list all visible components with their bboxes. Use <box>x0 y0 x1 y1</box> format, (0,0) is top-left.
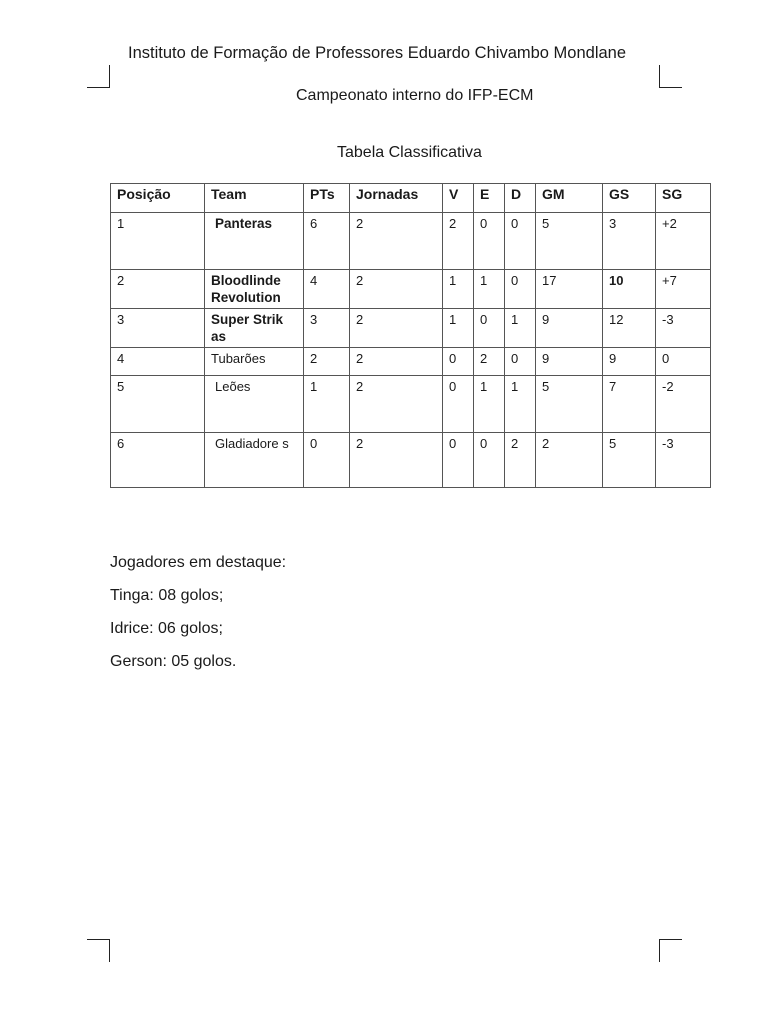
column-header-d: D <box>505 184 536 213</box>
cell-jornadas: 2 <box>350 376 443 433</box>
cell-e: 0 <box>474 309 505 348</box>
cell-team: Tubarões <box>205 348 304 376</box>
cell-gm: 5 <box>536 376 603 433</box>
cell-e: 2 <box>474 348 505 376</box>
column-header-gs: GS <box>603 184 656 213</box>
standings-table <box>110 183 711 488</box>
cell-gm: 2 <box>536 433 603 488</box>
cell-sg: +7 <box>656 270 711 309</box>
cell-posicao: 6 <box>111 433 205 488</box>
table-row <box>111 309 711 348</box>
column-header-gm: GM <box>536 184 603 213</box>
cell-gm: 17 <box>536 270 603 309</box>
table-row <box>111 270 711 309</box>
cell-jornadas: 2 <box>350 309 443 348</box>
table-row <box>111 213 711 270</box>
cell-gs: 3 <box>603 213 656 270</box>
cell-pts: 2 <box>304 348 350 376</box>
table-title: Tabela Classificativa <box>337 144 482 161</box>
column-header-team: Team <box>205 184 304 213</box>
cell-e: 0 <box>474 433 505 488</box>
cell-team: Leões <box>205 376 304 433</box>
championship-title: Campeonato interno do IFP-ECM <box>296 87 534 104</box>
cell-sg: +2 <box>656 213 711 270</box>
column-header-e: E <box>474 184 505 213</box>
cell-posicao: 1 <box>111 213 205 270</box>
cell-gs: 12 <box>603 309 656 348</box>
cell-posicao: 4 <box>111 348 205 376</box>
column-header-sg: SG <box>656 184 711 213</box>
cell-v: 1 <box>443 309 474 348</box>
cell-sg: -2 <box>656 376 711 433</box>
cell-sg: 0 <box>656 348 711 376</box>
column-header-v: V <box>443 184 474 213</box>
crop-mark-bottom-right <box>659 939 682 962</box>
highlights-section <box>110 551 286 683</box>
cell-team: Gladiadore s <box>205 433 304 488</box>
cell-gs: 7 <box>603 376 656 433</box>
cell-posicao: 5 <box>111 376 205 433</box>
cell-pts: 6 <box>304 213 350 270</box>
cell-team: Panteras <box>205 213 304 270</box>
crop-mark-top-left <box>87 65 110 88</box>
cell-e: 0 <box>474 213 505 270</box>
cell-team: Super Strik as <box>205 309 304 348</box>
table-row <box>111 376 711 433</box>
cell-d: 0 <box>505 213 536 270</box>
highlight-player: Tinga: 08 golos; <box>110 587 224 604</box>
cell-pts: 0 <box>304 433 350 488</box>
highlights-heading: Jogadores em destaque: <box>110 554 287 571</box>
crop-mark-top-right <box>659 65 682 88</box>
column-header-posicao: Posição <box>111 184 205 213</box>
cell-d: 0 <box>505 270 536 309</box>
cell-gm: 5 <box>536 213 603 270</box>
cell-pts: 4 <box>304 270 350 309</box>
cell-e: 1 <box>474 270 505 309</box>
column-header-jornadas: Jornadas <box>350 184 443 213</box>
cell-v: 1 <box>443 270 474 309</box>
highlight-player: Idrice: 06 golos; <box>110 620 223 637</box>
column-header-pts: PTs <box>304 184 350 213</box>
cell-jornadas: 2 <box>350 433 443 488</box>
cell-posicao: 3 <box>111 309 205 348</box>
table-row <box>111 433 711 488</box>
cell-d: 0 <box>505 348 536 376</box>
cell-gm: 9 <box>536 348 603 376</box>
cell-v: 2 <box>443 213 474 270</box>
crop-mark-bottom-left <box>87 939 110 962</box>
cell-gs: 9 <box>603 348 656 376</box>
cell-e: 1 <box>474 376 505 433</box>
cell-sg: -3 <box>656 309 711 348</box>
cell-pts: 3 <box>304 309 350 348</box>
cell-d: 1 <box>505 376 536 433</box>
cell-gs: 10 <box>603 270 656 309</box>
cell-v: 0 <box>443 433 474 488</box>
cell-jornadas: 2 <box>350 270 443 309</box>
table-row <box>111 348 711 376</box>
cell-d: 1 <box>505 309 536 348</box>
cell-v: 0 <box>443 348 474 376</box>
table-header-row <box>111 184 711 213</box>
cell-gs: 5 <box>603 433 656 488</box>
cell-jornadas: 2 <box>350 213 443 270</box>
highlight-player: Gerson: 05 golos. <box>110 653 237 670</box>
cell-v: 0 <box>443 376 474 433</box>
institution-name: Instituto de Formação de Professores Eduardo Chivambo Mondlane <box>128 44 627 62</box>
cell-jornadas: 2 <box>350 348 443 376</box>
cell-gm: 9 <box>536 309 603 348</box>
cell-posicao: 2 <box>111 270 205 309</box>
cell-sg: -3 <box>656 433 711 488</box>
cell-d: 2 <box>505 433 536 488</box>
cell-team: Bloodlinde Revolution <box>205 270 304 309</box>
cell-pts: 1 <box>304 376 350 433</box>
